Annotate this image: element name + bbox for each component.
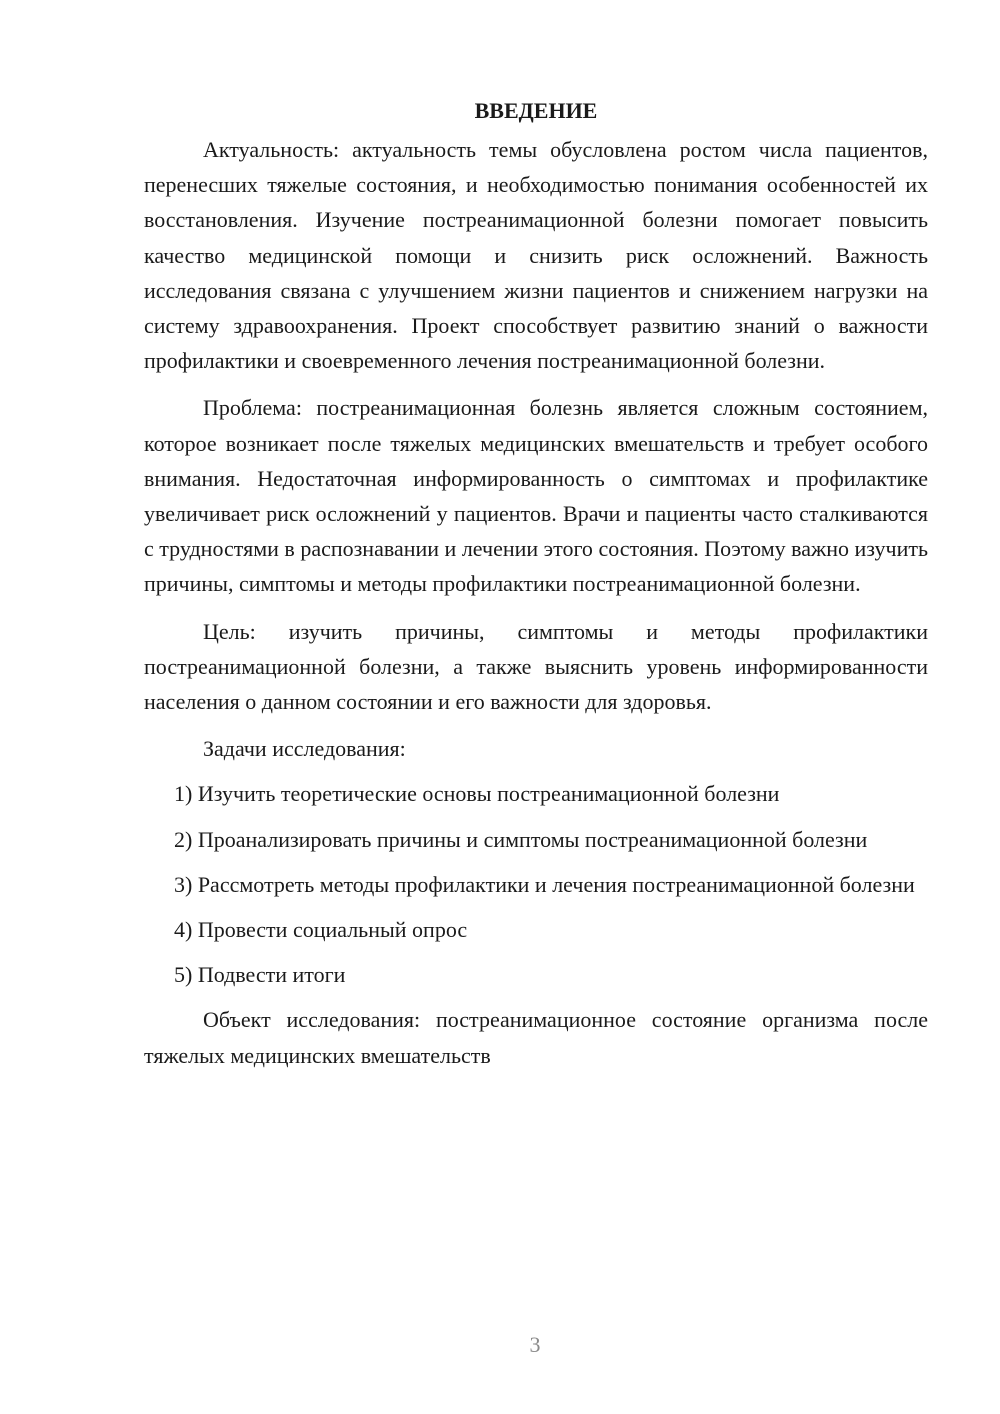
tasks-heading: Задачи исследования: xyxy=(203,736,406,762)
page-number: 3 xyxy=(529,1332,541,1357)
paragraph-goal: Цель: изучить причины, симптомы и методы профилактики постреанимационной болезни, а также выяснить уровень информированности населения о данном состоянии и его важности для здоровья. xyxy=(144,618,928,715)
task-item-1: 1) Изучить теоретические основы постреанимационной болезни xyxy=(174,781,780,807)
task-item-3: 3) Рассмотреть методы профилактики и лечения постреанимационной болезни xyxy=(174,871,915,897)
page-content xyxy=(144,93,928,1073)
paragraph-relevance: Актуальность: актуальность темы обусловлена ростом числа пациентов, перенесших тяжелые состояния, и необходимостью понимания особенностей их восстановления. Изучение постреанимационной болезни помогает повысить качество медицинской помощи и снизить риск осложнений. Важность исследования связана с улучшением жизни пациентов и снижением нагрузки на систему здравоохранения. Проект способствует развитию знаний о важности профилактики и своевременного лечения постреанимационной болезни. xyxy=(144,137,928,374)
paragraph-problem: Проблема: постреанимационная болезнь является сложным состоянием, которое возникает после тяжелых медицинских вмешательств и требует особого внимания. Недостаточная информированность о симптомах и профилактике увеличивает риск осложнений у пациентов. Врачи и пациенты часто сталкиваются с трудностями в распознавании и лечении этого состояния. Поэтому важно изучить причины, симптомы и методы профилактики постреанимационной болезни. xyxy=(144,395,928,597)
paragraph-object: Объект исследования: постреанимационное состояние организма после тяжелых медицинских вмешательств xyxy=(144,1007,928,1068)
task-item-2: 2) Проанализировать причины и симптомы постреанимационной болезни xyxy=(174,826,868,852)
section-title: ВВЕДЕНИЕ xyxy=(474,98,598,123)
task-item-4: 4) Провести социальный опрос xyxy=(174,917,468,943)
task-item-5: 5) Подвести итоги xyxy=(174,962,346,988)
